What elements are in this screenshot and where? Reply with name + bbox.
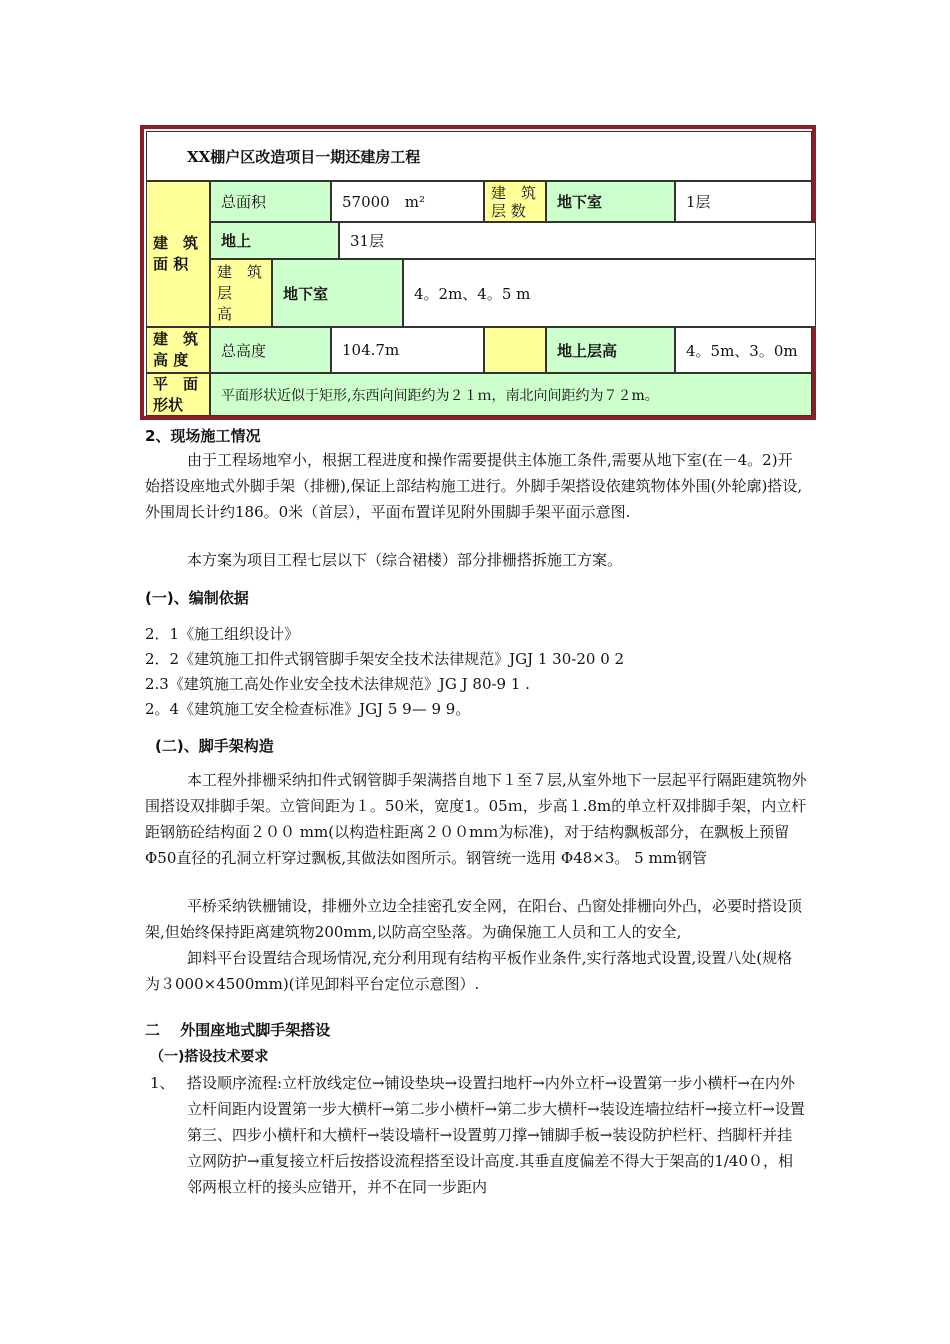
erect-subheading: （一)搭设技术要求 (150, 1049, 269, 1065)
structure-para-2: 平桥采纳铁栅铺设，排栅外立边全挂密孔安全网，在阳台、凸窗处排栅向外凸，必要时搭设顶架,但始终保持距离建筑物200mm,以防高空坠落。为确保施工人员和工人的安全, (145, 897, 803, 941)
basis-list (145, 622, 807, 722)
basement-floors: 1层 (675, 181, 812, 222)
above-height-value: 4。5m、3。0m (675, 327, 812, 373)
above-height-label: 地上层高 (546, 327, 675, 373)
total-area-label: 总面积 (210, 181, 331, 222)
basis-heading: (一)、编制依据 (145, 589, 249, 607)
erect-item-number: 1、 (150, 1074, 175, 1092)
floor-height-label: 建 筑 层 高 (210, 259, 272, 327)
basement-height-label: 地下室 (272, 259, 403, 327)
project-info-table (140, 125, 816, 420)
total-area-value: 57000 m² (331, 181, 484, 222)
erect-heading: 二 外围座地式脚手架搭设 (145, 1021, 331, 1039)
basis-item: 2.3《建筑施工高处作业安全技术法律规范》JG J 80-9 1 . (145, 675, 530, 693)
structure-heading: (二)、脚手架构造 (155, 737, 274, 755)
basis-item: 2．1《施工组织设计》 (145, 625, 300, 643)
site-para-2: 本方案为项目工程七层以下（综合裙楼）部分排栅搭拆施工方案。 (187, 551, 623, 569)
height-label: 建 筑 高 度 (146, 327, 210, 373)
area-label: 建 筑 面 积 (146, 181, 210, 327)
above-label: 地上 (210, 222, 339, 259)
basement-height-value: 4。2m、4。5 m (403, 259, 816, 327)
site-para-1: 由于工程场地窄小，根据工程进度和操作需要提供主体施工条件,需要从地下室(在－4。2)开始搭设座地式外脚手架（排栅),保证上部结构施工进行。外脚手架搭设依建筑物体外围(外轮廓)搭设,外围周长计约186。0米（首层），平面布置详见附外围脚手架平面示意图. (145, 451, 803, 521)
structure-para-1: 本工程外排栅采纳扣件式钢管脚手架满搭自地下１至７层,从室外地下一层起平行隔距建筑物外围搭设双排脚手架。立管间距为１。50米，宽度1。05ｍ，步高１.8m的单立杆双排脚手架，内立杆距钢筋砼结构面２００ mm(以构造柱距离２００mｍ为标准)，对于结构飘板部分，在飘板上预留 Φ50直径的孔洞立杆穿过飘板,其做法如图所示。钢管统一选用 Φ48×3。 5 mm钢管 (145, 771, 807, 867)
total-height-value: 104.7m (331, 327, 484, 373)
table-title: XX棚户区改造项目一期还建房工程 (146, 131, 812, 181)
floors-label: 建 筑 层 数 (484, 181, 546, 222)
basis-item: 2。4《建筑施工安全检查标准》JGJ 5 9— 9 9。 (145, 700, 471, 718)
erect-item-text: 搭设顺序流程:立杆放线定位→铺设垫块→设置扫地杆→内外立杆→设置第一步小横杆→在内外立杆间距内设置第一步大横杆→第二步小横杆→第二步大横杆→装设连墙拉结杆→接立杆→设置第三、四步小横杆和大横杆→装设墙杆→设置剪刀撑→铺脚手板→装设防护栏杆、挡脚杆并挂立网防护→重复接立杆后按搭设流程搭至设计高度.其垂直度偏差不得大于架高的1/40０，相邻两根立杆的接头应错开，并不在同一步距内 (187, 1074, 805, 1196)
site-heading: 2、现场施工情况 (145, 427, 261, 445)
plan-value: 平面形状近似于矩形,东西向间距约为２１ｍ，南北向间距约为７２m。 (210, 373, 812, 416)
plan-label: 平 面 形状 (146, 373, 210, 416)
basis-item: 2．2《建筑施工扣件式钢管脚手架安全技术法律规范》JGJ 1 30-20 0 2 (145, 650, 625, 668)
empty-cell (484, 327, 546, 373)
total-height-label: 总高度 (210, 327, 331, 373)
basement-label: 地下室 (546, 181, 675, 222)
above-floors: 31层 (339, 222, 816, 259)
structure-para-3: 卸料平台设置结合现场情况,充分利用现有结构平板作业条件,实行落地式设置,设置八处(规格为３000×4500mm)(详见卸料平台定位示意图）. (145, 949, 793, 993)
